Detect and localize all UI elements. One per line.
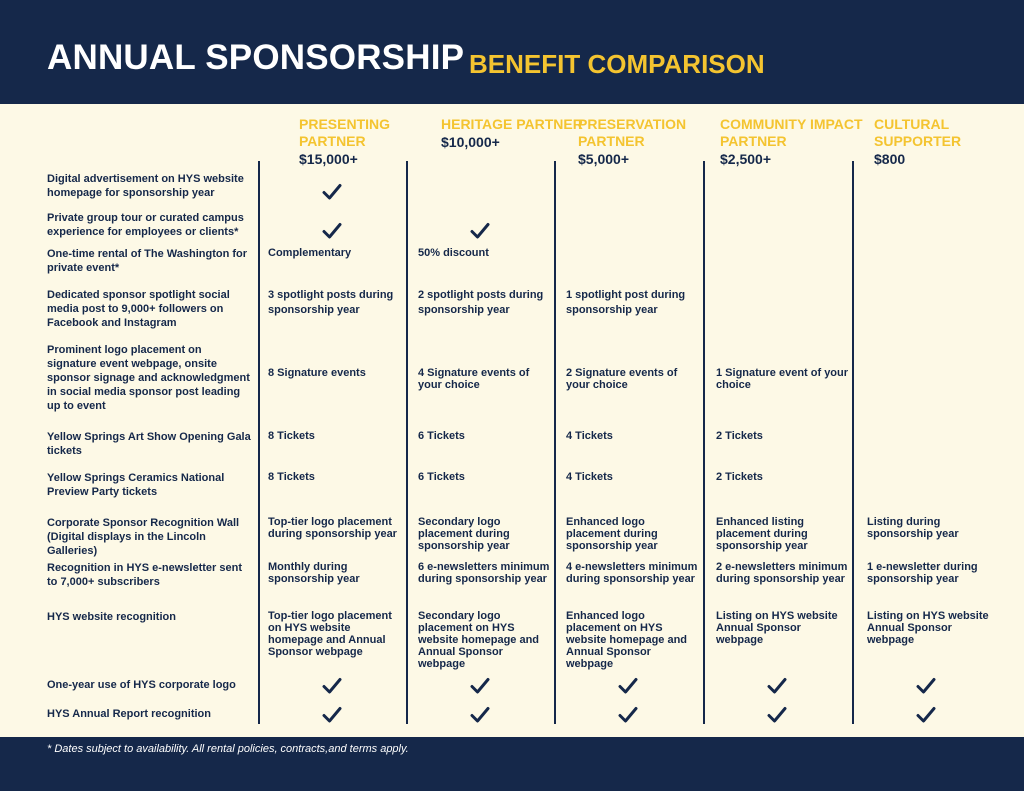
benefit-label: Yellow Springs Art Show Opening Gala tickets	[47, 431, 251, 457]
tier-name: CULTURAL SUPPORTER	[874, 116, 962, 149]
tier-name: COMMUNITY IMPACT PARTNER	[720, 116, 863, 149]
benefit-cell: 6 Tickets	[418, 430, 465, 442]
benefit-cell: 4 Tickets	[566, 430, 613, 442]
benefit-cell: Secondary logo placement during sponsorship year	[418, 516, 510, 552]
benefit-cell: 8 Tickets	[268, 430, 315, 442]
checkmark-icon	[916, 706, 936, 724]
benefit-label: Prominent logo placement on signature event webpage, onsite sponsor signage and acknowledgment in social media sponsor post leading up to event	[47, 344, 250, 412]
benefit-cell: 50% discount	[418, 247, 489, 259]
benefit-label: One-time rental of The Washington for private event*	[47, 248, 248, 274]
page-title: ANNUAL SPONSORSHIP	[47, 38, 465, 77]
benefit-cell: 2 Tickets	[716, 471, 763, 483]
benefit-label: Private group tour or curated campus experience for employees or clients*	[47, 212, 244, 238]
benefit-cell: 4 Signature events of your choice	[418, 367, 530, 391]
checkmark-icon	[322, 706, 342, 724]
column-divider	[406, 161, 408, 724]
checkmark-icon	[322, 183, 342, 201]
benefit-cell: 2 Signature events of your choice	[566, 367, 678, 391]
checkmark-icon	[470, 222, 490, 240]
checkmark-icon	[916, 677, 936, 695]
tier-price: $2,500+	[720, 151, 771, 167]
tier-name: PRESERVATION PARTNER	[578, 116, 687, 149]
benefit-cell: Enhanced logo placement on HYS website homepage and Annual Sponsor webpage	[566, 610, 688, 670]
benefit-cell: 6 Tickets	[418, 471, 465, 483]
tier-header	[441, 116, 591, 151]
benefit-cell: Secondary logo placement on HYS website homepage and Annual Sponsor webpage	[418, 610, 540, 670]
benefit-cell: 2 spotlight posts during sponsorship year	[418, 289, 544, 316]
benefit-label: HYS website recognition	[47, 611, 176, 623]
checkmark-icon	[470, 677, 490, 695]
checkmark-icon	[470, 706, 490, 724]
benefit-cell: Complementary	[268, 247, 352, 259]
benefit-cell: 1 spotlight post during sponsorship year	[566, 289, 686, 316]
benefit-cell: 2 e-newsletters minimum during sponsorship year	[716, 561, 848, 585]
benefit-label: HYS Annual Report recognition	[47, 708, 211, 720]
benefit-cell: 4 Tickets	[566, 471, 613, 483]
benefit-cell: 1 Signature event of your choice	[716, 367, 849, 391]
checkmark-icon	[618, 706, 638, 724]
tier-price: $10,000+	[441, 134, 500, 150]
benefit-cell: Enhanced logo placement during sponsorship year	[566, 516, 658, 552]
benefit-label: Yellow Springs Ceramics National Preview Party tickets	[47, 472, 225, 498]
page-subtitle: BENEFIT COMPARISON	[469, 49, 765, 79]
checkmark-icon	[322, 677, 342, 695]
column-divider	[703, 161, 705, 724]
tier-name: PRESENTING PARTNER	[299, 116, 391, 149]
benefit-cell: Top-tier logo placement on HYS website homepage and Annual Sponsor webpage	[268, 610, 392, 658]
benefit-cell: 3 spotlight posts during sponsorship year	[268, 289, 394, 316]
column-divider	[852, 161, 854, 724]
benefit-cell: Listing on HYS website Annual Sponsor webpage	[716, 610, 838, 646]
benefit-cell: Listing during sponsorship year	[867, 516, 959, 540]
benefit-cell: 8 Tickets	[268, 471, 315, 483]
tier-price: $800	[874, 151, 906, 167]
benefit-label: Digital advertisement on HYS website homepage for sponsorship year	[47, 173, 244, 199]
checkmark-icon	[322, 222, 342, 240]
benefit-cell: Monthly during sponsorship year	[268, 561, 360, 585]
checkmark-icon	[618, 677, 638, 695]
benefit-cell: 4 e-newsletters minimum during sponsorship year	[566, 561, 698, 585]
benefit-cell: 2 Tickets	[716, 430, 763, 442]
benefit-label: Recognition in HYS e-newsletter sent to 7,000+ subscribers	[47, 562, 242, 588]
tier-header	[720, 116, 870, 168]
checkmark-icon	[767, 706, 787, 724]
benefit-cell: 1 e-newsletter during sponsorship year	[867, 561, 978, 585]
column-divider	[258, 161, 260, 724]
tier-header	[874, 116, 1024, 168]
column-divider	[554, 161, 556, 724]
benefit-cell: Listing on HYS website Annual Sponsor webpage	[867, 610, 989, 646]
tier-price: $15,000+	[299, 151, 358, 167]
benefit-cell: 6 e-newsletters minimum during sponsorship year	[418, 561, 550, 585]
footnote: * Dates subject to availability. All rental policies, contracts,and terms apply.	[47, 743, 409, 755]
tier-price: $5,000+	[578, 151, 629, 167]
benefit-cell: Enhanced listing placement during sponsorship year	[716, 516, 808, 552]
tier-header	[578, 116, 728, 168]
benefit-cell: 8 Signature events	[268, 367, 366, 379]
benefit-label: One-year use of HYS corporate logo	[47, 679, 236, 691]
checkmark-icon	[767, 677, 787, 695]
benefit-cell: Top-tier logo placement during sponsorship year	[268, 516, 397, 540]
benefit-label: Dedicated sponsor spotlight social media post to 9,000+ followers on Facebook and Instagram	[47, 289, 230, 329]
tier-header	[299, 116, 449, 168]
benefit-label: Corporate Sponsor Recognition Wall (Digital displays in the Lincoln Galleries)	[47, 517, 240, 557]
tier-name: HERITAGE PARTNER	[441, 116, 583, 132]
